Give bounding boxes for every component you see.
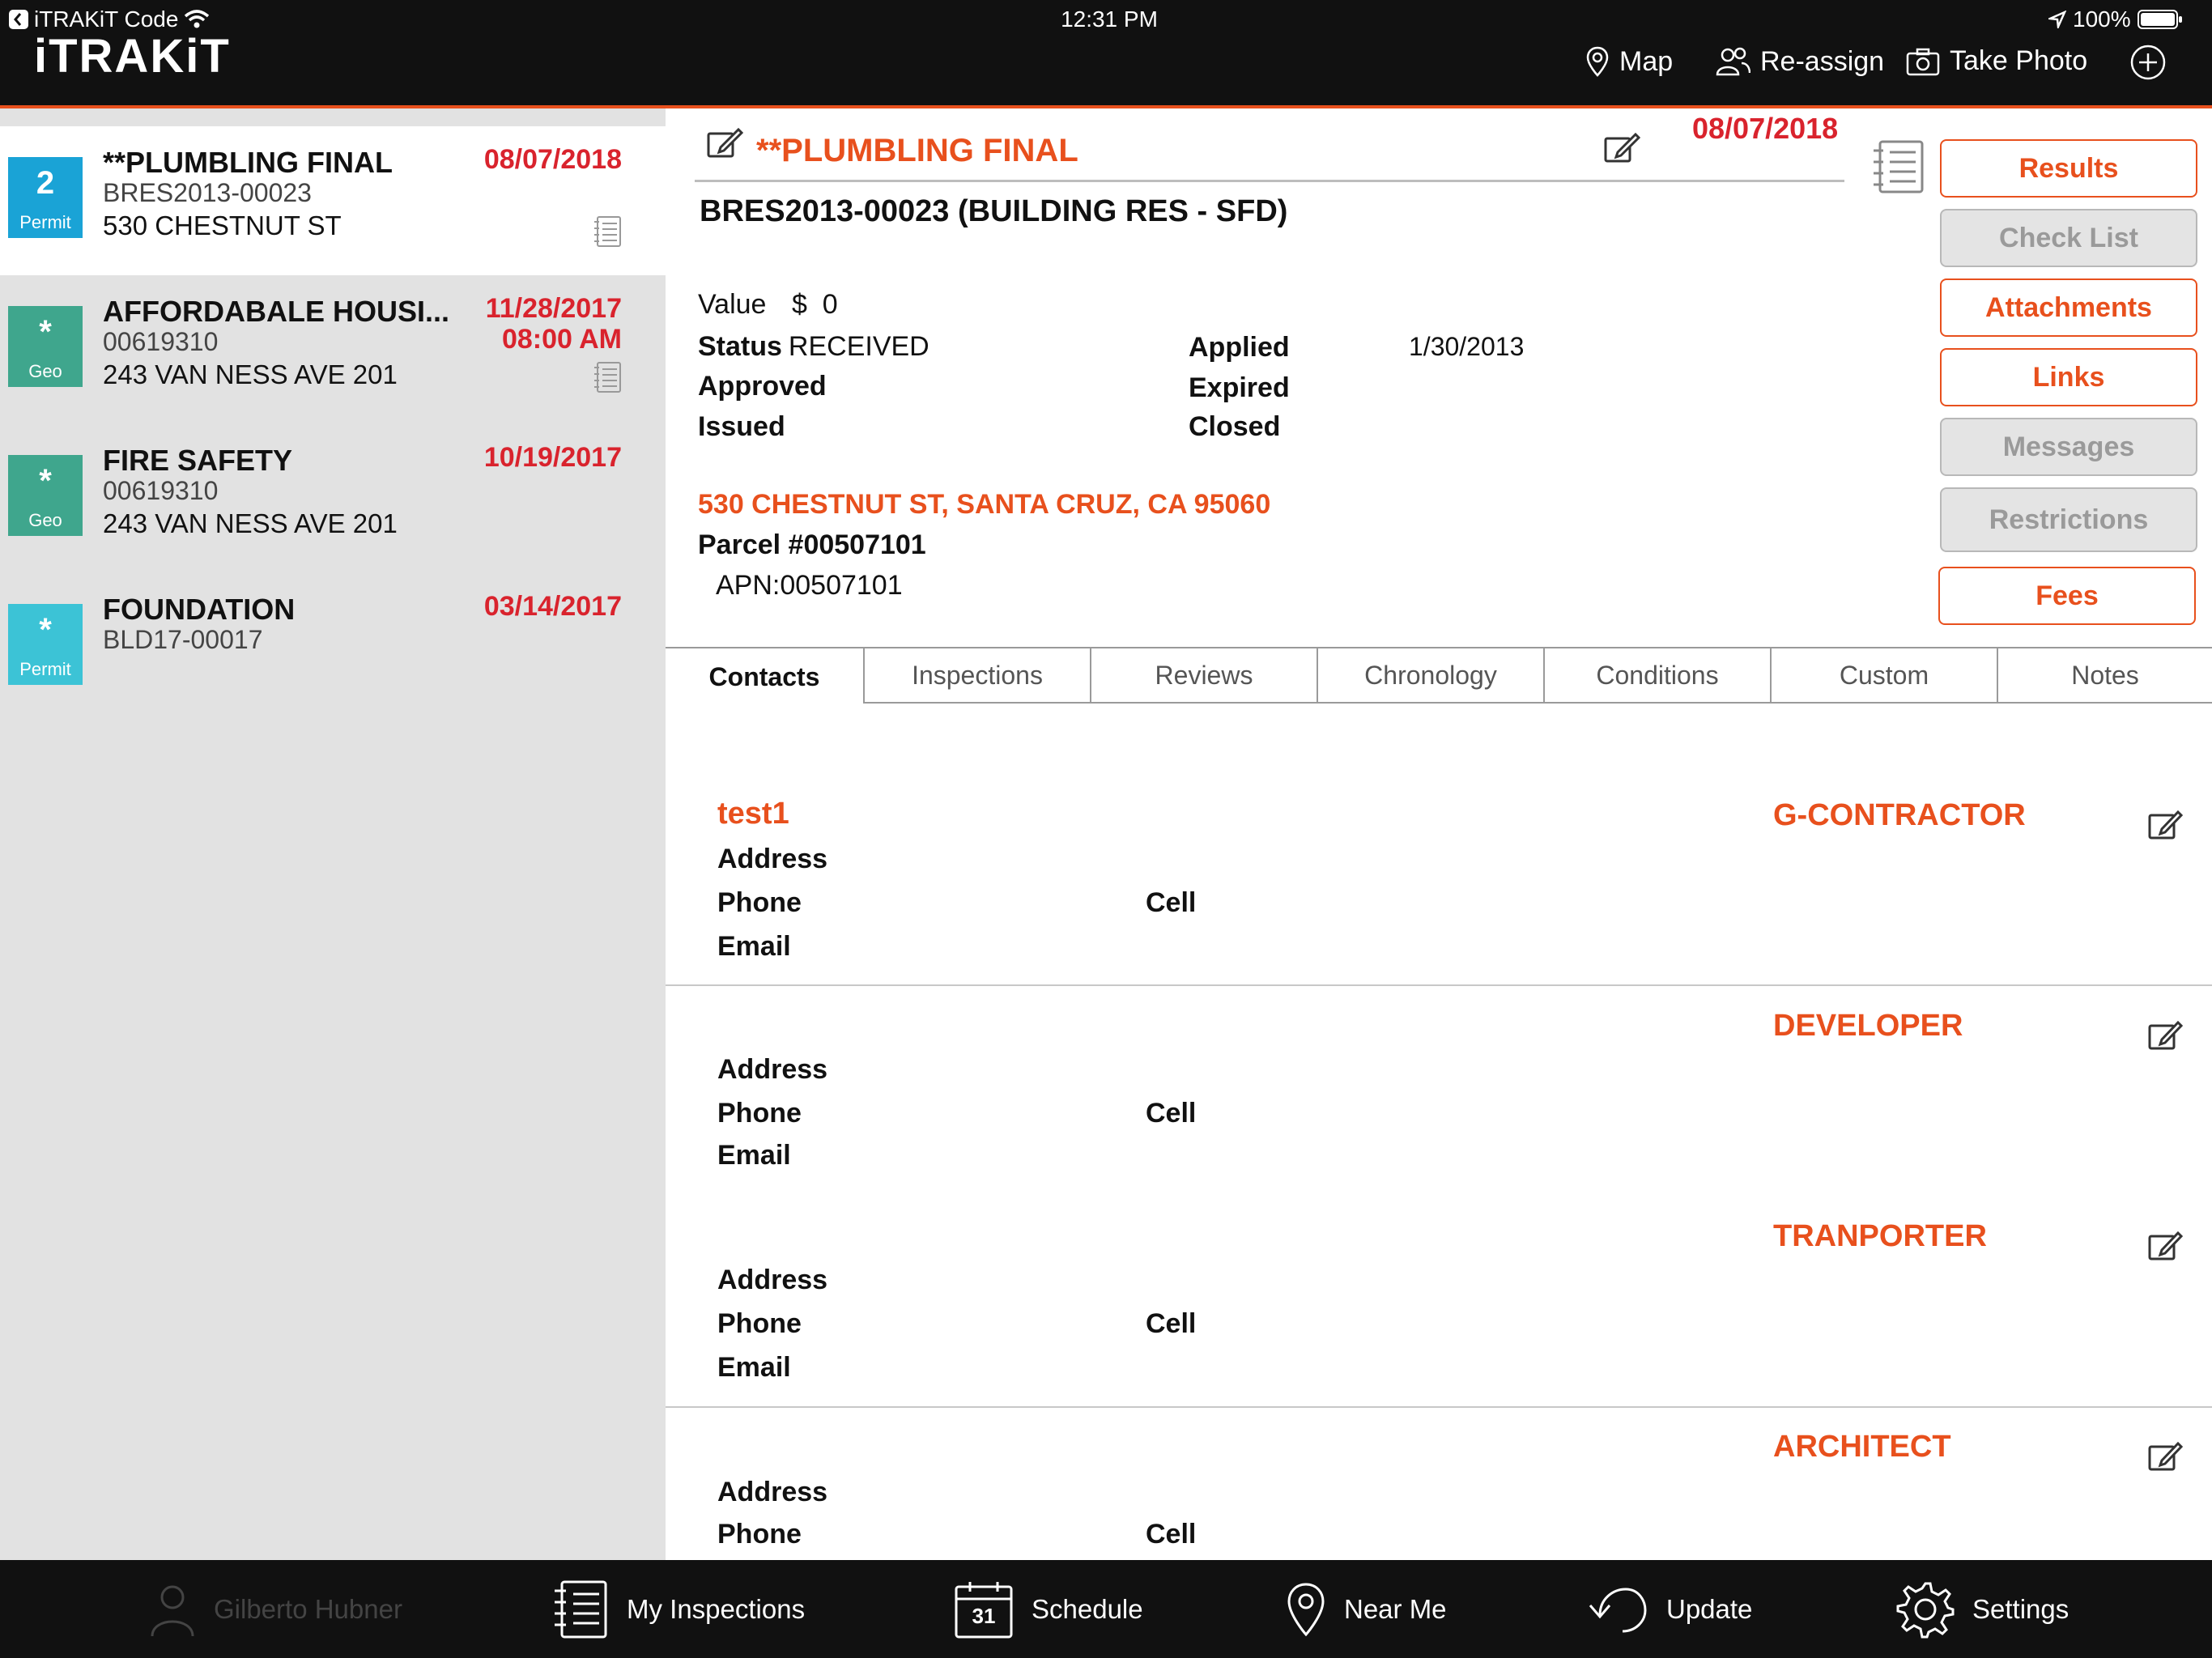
contact-role: ARCHITECT [1773,1430,1951,1464]
status-right [2048,6,2183,32]
attachments-button[interactable]: Attachments [1940,278,2197,337]
badge-label: Permit [19,659,71,679]
near-me-tab[interactable] [1286,1579,1447,1640]
tab-chronology[interactable]: Chronology [1317,647,1543,704]
detail-title: **PLUMBLING FINAL [756,133,1078,168]
contact-address-label: Address [717,844,828,874]
list-item[interactable] [0,573,666,722]
issued-label: Issued [698,411,785,442]
badge-star: * [39,612,52,648]
contact-role: G-CONTRACTOR [1773,798,2026,832]
list-item[interactable] [0,275,666,424]
edit-contact-icon[interactable] [2147,1439,2183,1472]
schedule-tab[interactable] [954,1579,1143,1640]
my-inspections-label: My Inspections [627,1594,806,1624]
inspections-list-icon [552,1579,609,1639]
results-button[interactable]: Results [1940,139,2197,198]
edit-title-icon[interactable] [706,126,743,159]
contact-address-label: Address [717,1265,828,1295]
closed-label: Closed [1189,411,1281,442]
update-tab[interactable] [1589,1579,1752,1640]
list-item-number: 00619310 [103,476,219,505]
title-divider [695,180,1844,182]
reassign-button[interactable] [1715,45,1884,78]
edit-contact-icon[interactable] [2147,1229,2183,1261]
list-item-title: FOUNDATION [103,593,296,626]
list-item-number: BLD17-00017 [103,625,263,654]
status-value: RECEIVED [788,331,929,362]
list-item-date: 08/07/2018 [483,144,622,175]
location-arrow-icon [2048,11,2066,28]
fees-button[interactable]: Fees [1938,567,2196,625]
edit-detail-icon[interactable] [1603,131,1640,164]
list-item-address: 243 VAN NESS AVE 201 [103,508,398,538]
detail-date: 08/07/2018 [1692,112,1839,145]
contact-phone-label: Phone [717,1519,802,1550]
contact-phone-label: Phone [717,887,802,918]
value-label: Value [698,289,767,320]
battery-percent: 100% [2073,6,2131,32]
contact-phone-label: Phone [717,1098,802,1129]
edit-contact-icon[interactable] [2147,1018,2183,1051]
links-button[interactable]: Links [1940,348,2197,406]
user-profile-tab[interactable] [149,1579,402,1640]
contact-role: DEVELOPER [1773,1009,1963,1043]
badge-label: Geo [28,510,62,530]
contact-cell-label: Cell [1146,1519,1197,1550]
list-item-title: **PLUMBLING FINAL [103,146,393,179]
tab-custom[interactable]: Custom [1770,647,1997,704]
permit-badge [8,604,83,685]
list-item[interactable] [0,424,666,573]
list-item-title: AFFORDABALE HOUSI... [103,295,449,328]
map-label: Map [1619,45,1674,77]
contact-cell-label: Cell [1146,1308,1197,1339]
take-photo-label: Take Photo [1950,45,2088,76]
parcel-number: Parcel #00507101 [698,529,926,560]
contact-role: TRANPORTER [1773,1219,1987,1253]
contact-address-label: Address [717,1477,828,1507]
detail-address-link[interactable]: 530 CHESTNUT ST, SANTA CRUZ, CA 95060 [698,489,1271,520]
contact-phone-label: Phone [717,1308,802,1339]
map-button[interactable] [1585,45,1673,78]
badge-star: * [39,314,52,350]
add-circle-icon [2129,44,2167,81]
list-item-address: 243 VAN NESS AVE 201 [103,359,398,389]
geo-badge [8,306,83,387]
contact-divider [666,984,2212,986]
messages-button[interactable]: Messages [1940,418,2197,476]
near-me-pin-icon [1286,1581,1326,1638]
calendar-day: 31 [972,1604,996,1628]
edit-contact-icon[interactable] [2147,808,2183,840]
contact-cell-label: Cell [1146,1098,1197,1129]
permit-badge [8,157,83,238]
battery-icon [2138,9,2183,30]
tab-contacts[interactable]: Contacts [666,647,863,705]
value-amount: $ 0 [792,289,838,320]
list-item-date: 11/28/2017 [485,293,622,324]
badge-star: * [39,463,52,499]
gear-icon [1896,1580,1955,1639]
contact-email-label: Email [717,931,791,962]
list-item-time: 08:00 AM [501,324,622,355]
inspection-list [0,108,666,1560]
contact-divider [666,1406,2212,1408]
wifi-icon [183,9,211,30]
approved-label: Approved [698,371,827,402]
list-item-date: 03/14/2017 [483,591,622,622]
take-photo-button[interactable] [1906,45,2087,77]
reassign-users-icon [1715,45,1750,78]
list-item-number: BRES2013-00023 [103,178,312,207]
contact-name[interactable]: test1 [717,797,789,831]
geo-badge [8,455,83,536]
list-item[interactable] [0,126,666,275]
user-name: Gilberto Hubner [214,1594,402,1624]
contact-cell-label: Cell [1146,887,1197,918]
notes-list-icon[interactable] [593,215,622,248]
badge-label: Geo [28,361,62,381]
user-icon [149,1581,196,1638]
status-label: Status [698,331,782,362]
refresh-icon [1589,1583,1648,1636]
apn-number: APN:00507101 [716,570,903,601]
app-logo: iTRAKiT [34,30,231,83]
list-item-title: FIRE SAFETY [103,444,293,477]
reassign-label: Re-assign [1760,45,1885,77]
map-pin-icon [1585,45,1610,78]
checklist-button[interactable]: Check List [1940,209,2197,267]
back-chevron-icon [8,9,29,30]
contact-address-label: Address [717,1054,828,1085]
tab-notes[interactable]: Notes [1997,647,2212,704]
applied-label: Applied [1189,332,1290,363]
tab-inspections[interactable]: Inspections [863,647,1090,704]
back-app-label: iTRAKiT Code [34,6,179,32]
settings-tab[interactable] [1896,1579,2069,1640]
list-item-address: 530 CHESTNUT ST [103,210,342,240]
settings-label: Settings [1972,1594,2069,1624]
contact-email-label: Email [717,1140,791,1171]
list-item-number: 00619310 [103,327,219,356]
permit-number: BRES2013-00023 (BUILDING RES - SFD) [700,194,1288,228]
status-row [698,331,929,363]
calendar-icon [954,1579,1014,1639]
restrictions-button[interactable]: Restrictions [1940,487,2197,552]
status-time: 12:31 PM [1061,6,1158,32]
applied-value: 1/30/2013 [1409,332,1525,361]
near-me-label: Near Me [1344,1594,1447,1624]
add-button[interactable] [2129,44,2167,85]
expired-label: Expired [1189,372,1290,403]
notes-icon[interactable] [1872,139,1925,194]
badge-count: 2 [36,165,55,201]
notes-list-icon[interactable] [593,361,622,393]
camera-icon [1906,47,1940,76]
schedule-label: Schedule [1032,1594,1143,1624]
contact-email-label: Email [717,1352,791,1383]
update-label: Update [1666,1594,1753,1624]
badge-label: Permit [19,212,71,232]
tab-conditions[interactable]: Conditions [1543,647,1770,704]
list-item-date: 10/19/2017 [483,442,622,473]
my-inspections-tab[interactable] [552,1579,805,1640]
tab-reviews[interactable]: Reviews [1090,647,1317,704]
